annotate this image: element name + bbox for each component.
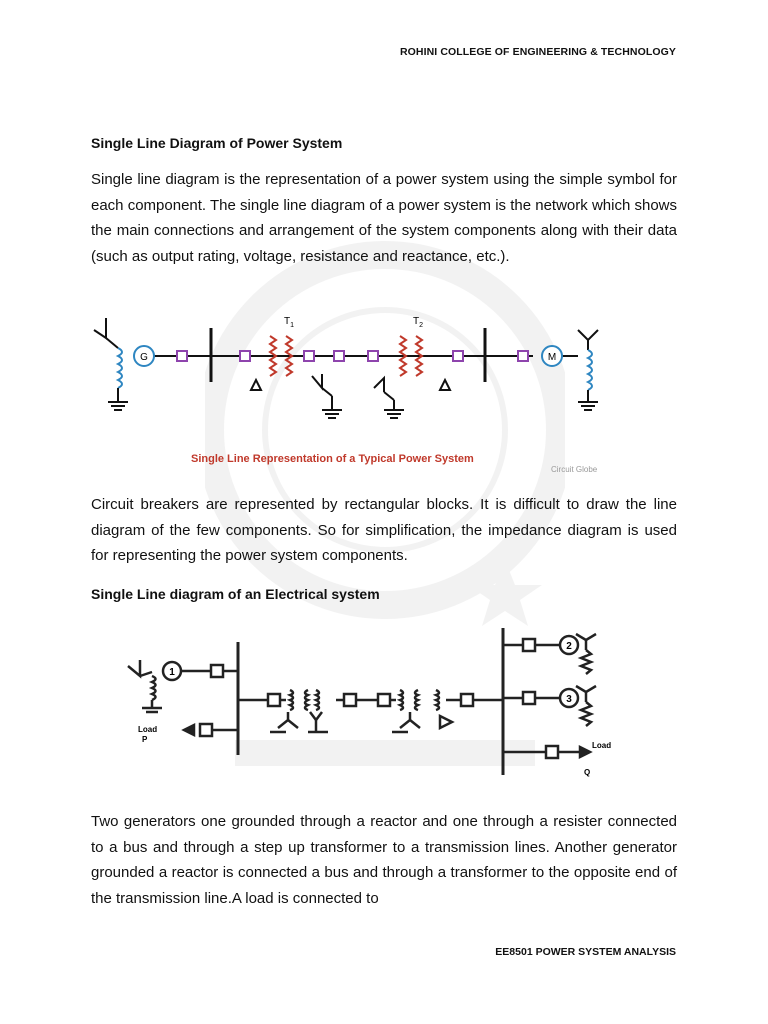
generator-label: G (140, 352, 148, 363)
paragraph-circuit-breakers: Circuit breakers are represented by rectangular blocks. It is difficult to draw the line diagram of the few components. So for simplification, the impedance diagram is used for representing the power system components. (91, 496, 677, 565)
page-header: ROHINI COLLEGE OF ENGINEERING & TECHNOLOGY (399, 46, 676, 58)
figure-single-line-representation (88, 310, 608, 450)
section-heading-electrical-system: Single Line diagram of an Electrical system (91, 586, 380, 602)
breaker (177, 351, 187, 361)
breaker (268, 694, 280, 706)
transformer2-label: $T_2$ (413, 316, 424, 329)
generator-2-label: 2 (566, 641, 572, 652)
breaker (200, 724, 212, 736)
page-footer: EE8501 POWER SYSTEM ANALYSIS (495, 946, 676, 958)
figure-electrical-system (118, 620, 628, 785)
breaker (523, 639, 535, 651)
breaker (304, 351, 314, 361)
figure1-credit: Circuit Globe (551, 465, 598, 474)
figure1-caption: Single Line Representation of a Typical Power System (191, 453, 474, 465)
transformer1-label: $T_1$ (284, 316, 295, 329)
breaker (378, 694, 390, 706)
breaker (453, 351, 463, 361)
generator-1-label: 1 (169, 667, 175, 678)
motor-label: M (547, 352, 557, 363)
breaker (211, 665, 223, 677)
paragraph-generators: Two generators one grounded through a reactor and one through a resister connected to a bus and through a step up transformer to a transmission lines. Another generator grounded a reactor is connected a bus and through a transformer to the opposite end of the transmission line.A load is connected to (91, 813, 677, 907)
load-p-label: Load (138, 725, 158, 734)
breaker (368, 351, 378, 361)
breaker (523, 692, 535, 704)
generator-3-label: 3 (566, 694, 572, 705)
breaker (334, 351, 344, 361)
breaker (518, 351, 528, 361)
load-q-name: Q (584, 768, 591, 777)
load-p-name: P (142, 735, 148, 744)
paragraph-definition: Single line diagram is the representation of a power system using the simple symbol for each component. The single line diagram of a power system is the network which shows the main connections and arrangement of the system components along with their data (such as output rating, voltage, resistance and reactance, etc.). (91, 171, 677, 265)
breaker (344, 694, 356, 706)
breaker (546, 746, 558, 758)
section-heading-power-system: Single Line Diagram of Power System (91, 135, 343, 151)
breaker (461, 694, 473, 706)
breaker (240, 351, 250, 361)
load-q-label: Load (592, 741, 612, 750)
